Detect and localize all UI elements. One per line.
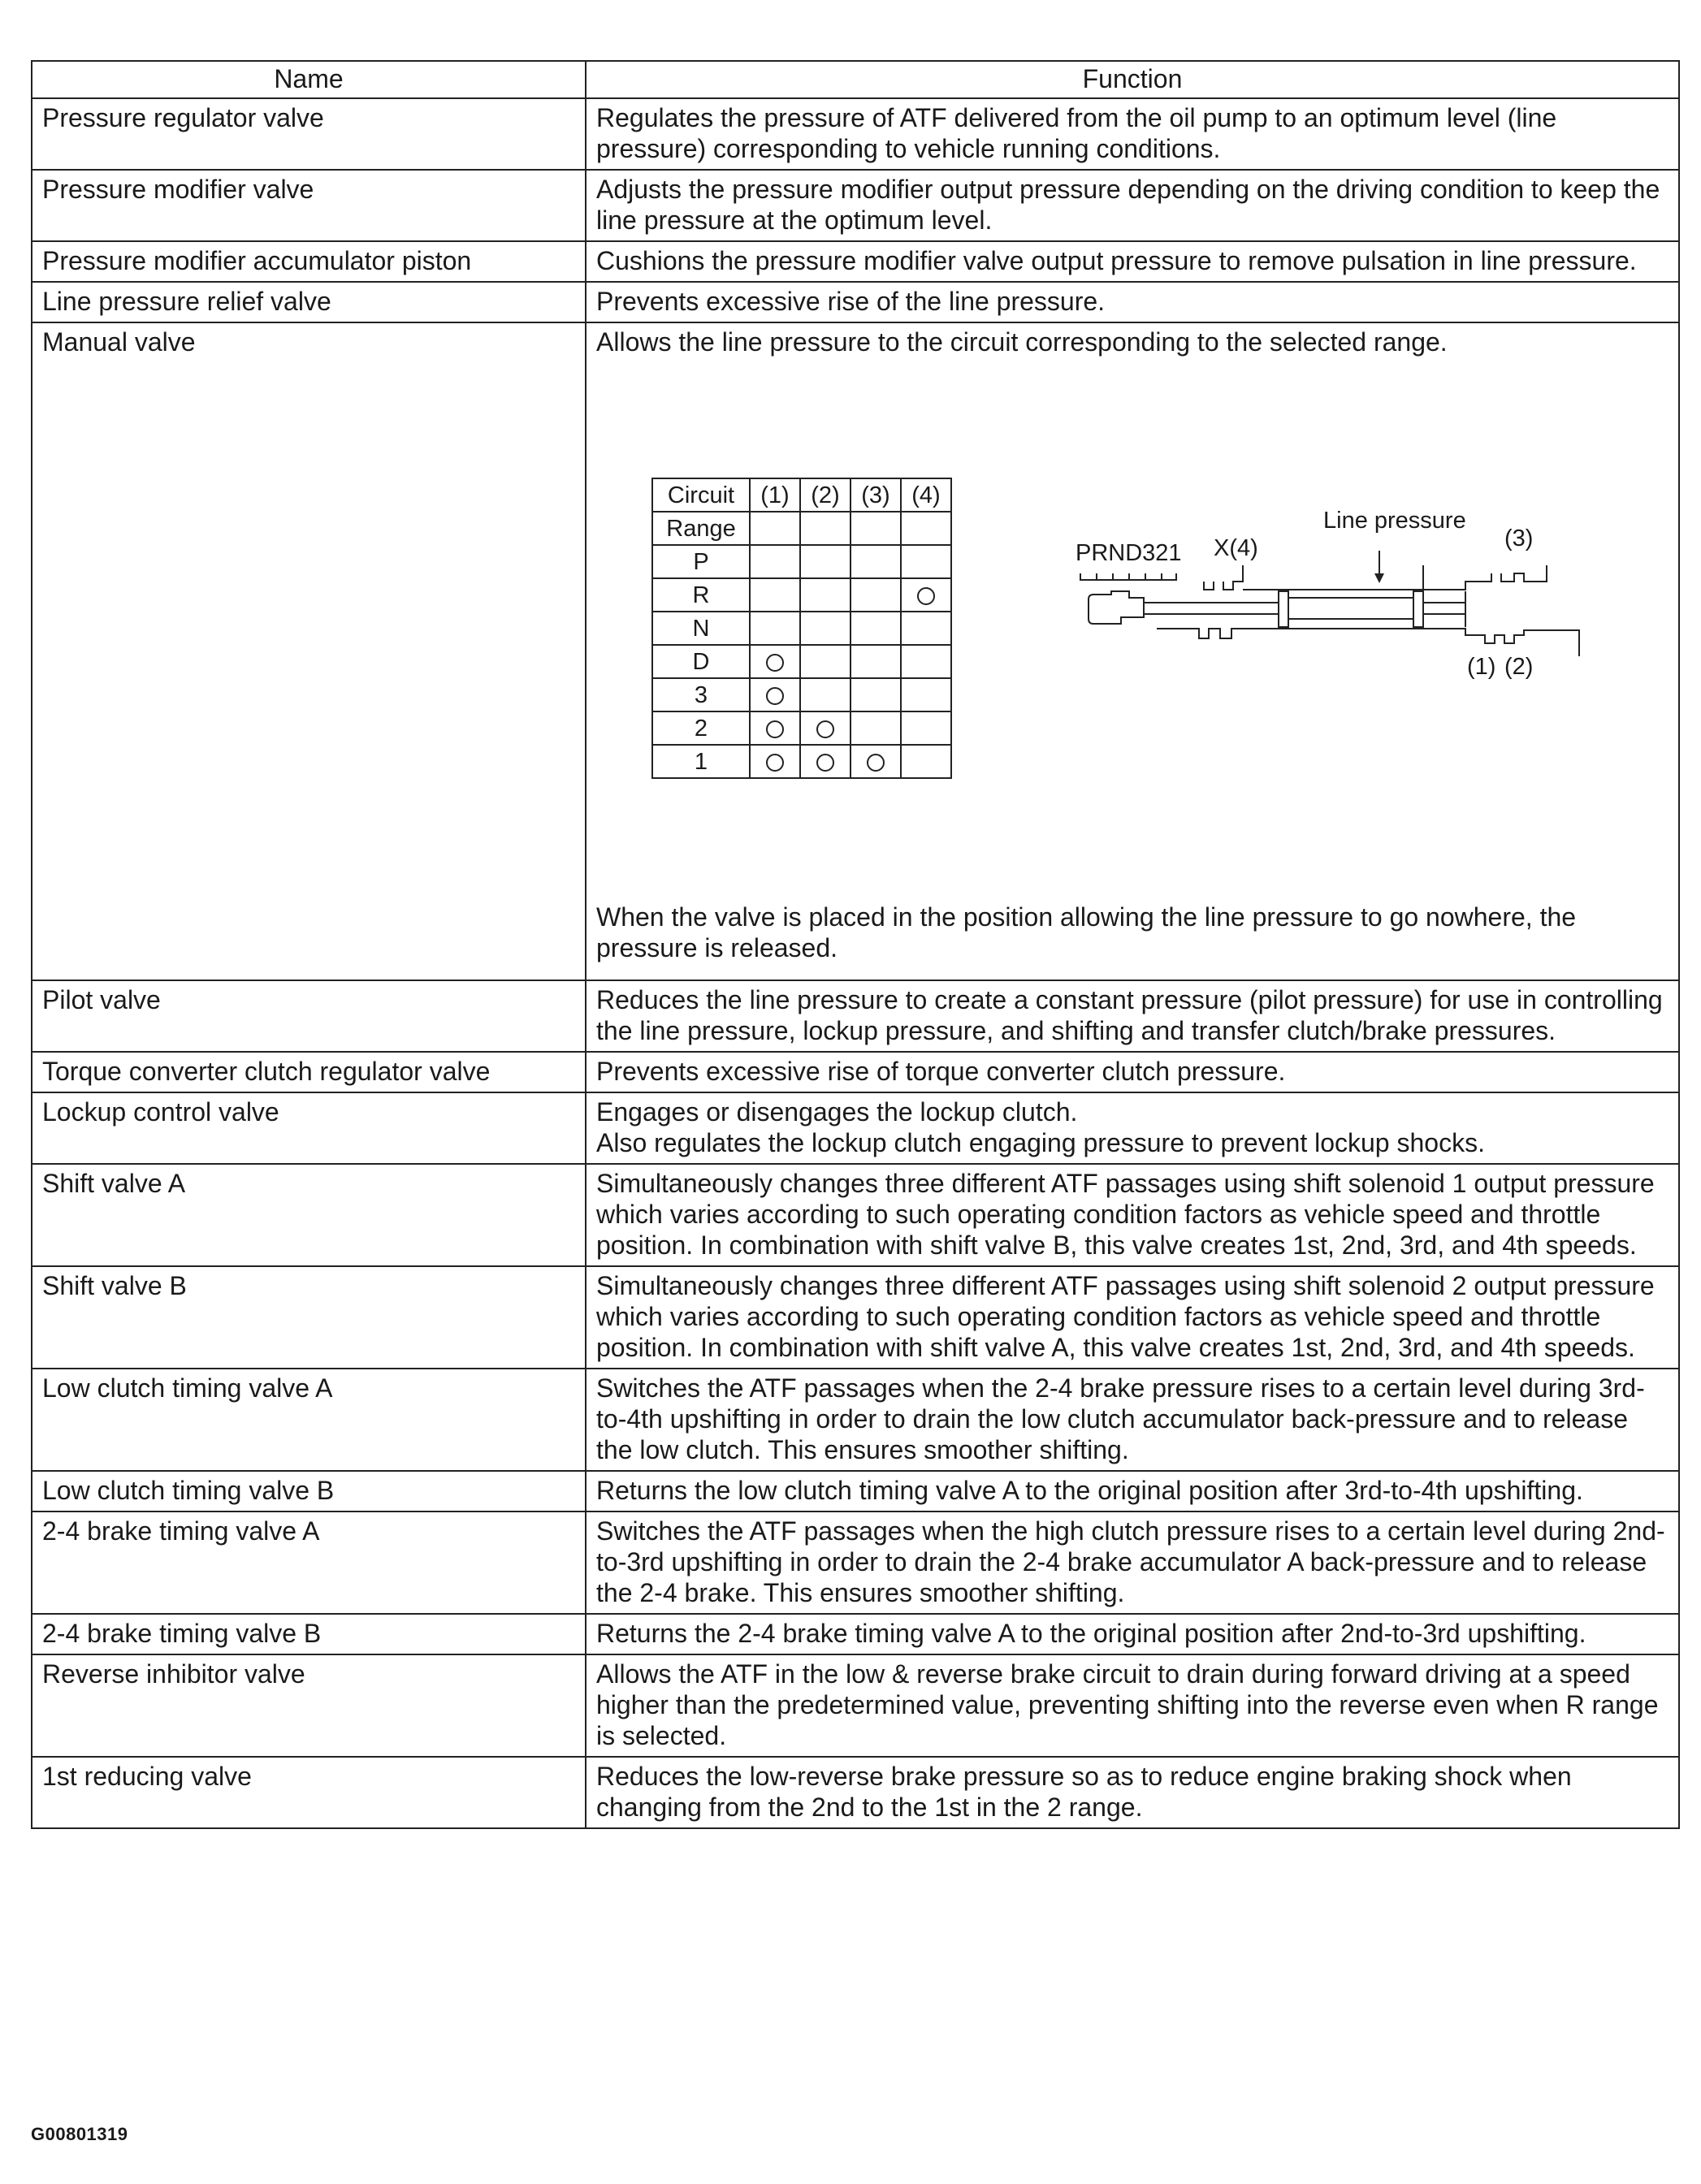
circuit-label: Circuit: [652, 478, 750, 512]
circuit-cell: [850, 612, 901, 645]
manual-valve-content: [596, 327, 1669, 975]
row-function: Simultaneously changes three different ATF passages using shift solenoid 2 output pressure which varies according to such operating condition factors as vehicle speed and throttle position. In combination with shift valve A, this valve creates 1st, 2nd, 3rd, and 4th speeds.: [586, 1266, 1679, 1369]
circuit-cell: [901, 745, 951, 778]
range-circuit-table: [651, 478, 952, 779]
row-function: [586, 322, 1679, 980]
row-function: Adjusts the pressure modifier output pressure depending on the driving condition to keep the line pressure at the optimum level.: [586, 170, 1679, 241]
range-row-r: [652, 578, 951, 612]
line-pressure-label: Line pressure: [1323, 508, 1466, 534]
row-name: Pilot valve: [32, 980, 586, 1052]
table-row: [32, 1266, 1679, 1369]
circuit-cell: [901, 645, 951, 678]
row-name: Low clutch timing valve B: [32, 1471, 586, 1512]
circuit-cell: [800, 578, 850, 612]
row-function: Switches the ATF passages when the high clutch pressure rises to a certain level during 2nd-to-3rd upshifting in order to drain the 2-4 brake accumulator A back-pressure and to release the 2-4 brake. This ensures smoother shifting.: [586, 1512, 1679, 1614]
table-row: [32, 980, 1679, 1052]
table-row: [32, 1164, 1679, 1266]
port-x4-label: X(4): [1214, 535, 1258, 561]
row-name: 1st reducing valve: [32, 1757, 586, 1828]
table-row: [32, 1512, 1679, 1614]
manual-valve-function: Allows the line pressure to the circuit corresponding to the selected range.: [596, 327, 1448, 357]
circuit-cell: [750, 711, 800, 745]
circuit-cell: [800, 745, 850, 778]
header-function: Function: [586, 61, 1679, 98]
row-function: Reduces the line pressure to create a constant pressure (pilot pressure) for use in controlling the line pressure, lockup pressure, and shifting and transfer clutch/brake pressures.: [586, 980, 1679, 1052]
row-function: Returns the 2-4 brake timing valve A to the original position after 2nd-to-3rd upshifting.: [586, 1614, 1679, 1654]
range-value: 2: [652, 711, 750, 745]
circuit-cell: [901, 711, 951, 745]
range-value: R: [652, 578, 750, 612]
circle-mark-icon: [867, 754, 885, 772]
row-function: [586, 1092, 1679, 1164]
circle-mark-icon: [917, 587, 935, 605]
range-table-range-row: [652, 512, 951, 545]
circuit-header: (2): [800, 478, 850, 512]
circuit-cell: [800, 612, 850, 645]
row-name: Shift valve B: [32, 1266, 586, 1369]
row-name: Pressure modifier accumulator piston: [32, 241, 586, 282]
row-function: Switches the ATF passages when the 2-4 brake pressure rises to a certain level during 3rd-to-4th upshifting in order to drain the low clutch accumulator back-pressure and to release the low clutch. This ensures smoother shifting.: [586, 1369, 1679, 1471]
range-value: 3: [652, 678, 750, 711]
circuit-cell: [901, 545, 951, 578]
table-row: [32, 1369, 1679, 1471]
range-row-d: [652, 645, 951, 678]
circuit-cell: [750, 612, 800, 645]
circle-mark-icon: [766, 687, 784, 705]
document-id: G00801319: [31, 2124, 128, 2144]
range-label: Range: [652, 512, 750, 545]
row-function: Prevents excessive rise of the line pressure.: [586, 282, 1679, 322]
circuit-header: (3): [850, 478, 901, 512]
circuit-cell: [800, 678, 850, 711]
circuit-cell: [850, 578, 901, 612]
row-function: Simultaneously changes three different ATF passages using shift solenoid 1 output pressure which varies according to such operating condition factors as vehicle speed and throttle position. In combination with shift valve B, this valve creates 1st, 2nd, 3rd, and 4th speeds.: [586, 1164, 1679, 1266]
circuit-header: (4): [901, 478, 951, 512]
port-1-label: (1): [1467, 654, 1496, 680]
row-function: Regulates the pressure of ATF delivered from the oil pump to an optimum level (line pressure) corresponding to vehicle running conditions.: [586, 98, 1679, 170]
circuit-cell: [750, 578, 800, 612]
circuit-cell: [800, 545, 850, 578]
range-row-2: [652, 711, 951, 745]
circuit-cell: [850, 745, 901, 778]
table-row: [32, 98, 1679, 170]
table-row: [32, 1614, 1679, 1654]
circle-mark-icon: [816, 720, 834, 738]
row-function: Prevents excessive rise of torque converter clutch pressure.: [586, 1052, 1679, 1092]
manual-valve-note: When the valve is placed in the position allowing the line pressure to go nowhere, the pressure is released.: [596, 902, 1577, 962]
range-row-n: [652, 612, 951, 645]
row-name: Torque converter clutch regulator valve: [32, 1052, 586, 1092]
range-value: D: [652, 645, 750, 678]
circle-mark-icon: [766, 654, 784, 672]
circuit-cell: [850, 711, 901, 745]
circuit-cell: [800, 645, 850, 678]
row-name: Shift valve A: [32, 1164, 586, 1266]
circuit-header: (1): [750, 478, 800, 512]
circuit-cell: [901, 612, 951, 645]
range-row-p: [652, 545, 951, 578]
row-name: Reverse inhibitor valve: [32, 1654, 586, 1757]
row-name: 2-4 brake timing valve B: [32, 1614, 586, 1654]
row-name: Lockup control valve: [32, 1092, 586, 1164]
table-row: [32, 241, 1679, 282]
row-function: Cushions the pressure modifier valve output pressure to remove pulsation in line pressure.: [586, 241, 1679, 282]
row-function: Returns the low clutch timing valve A to the original position after 3rd-to-4th upshifting.: [586, 1471, 1679, 1512]
table-row: [32, 1092, 1679, 1164]
circuit-cell: [800, 711, 850, 745]
row-name: Pressure modifier valve: [32, 170, 586, 241]
row-name: 2-4 brake timing valve A: [32, 1512, 586, 1614]
row-function-line: Also regulates the lockup clutch engaging pressure to prevent lockup shocks.: [596, 1128, 1485, 1157]
row-function: Allows the ATF in the low & reverse brake circuit to drain during forward driving at a speed higher than the predetermined value, preventing shifting into the reverse even when R range is selected.: [586, 1654, 1679, 1757]
range-table-circuit-row: [652, 478, 951, 512]
header-name: Name: [32, 61, 586, 98]
table-row: [32, 1471, 1679, 1512]
circuit-cell: [750, 645, 800, 678]
circuit-cell: [750, 545, 800, 578]
table-row-manual-valve: [32, 322, 1679, 980]
table-row: [32, 282, 1679, 322]
row-name: Low clutch timing valve A: [32, 1369, 586, 1471]
table-row: [32, 1757, 1679, 1828]
circle-mark-icon: [766, 720, 784, 738]
circuit-cell: [850, 678, 901, 711]
circuit-cell: [750, 678, 800, 711]
circuit-cell: [850, 545, 901, 578]
range-row-3: [652, 678, 951, 711]
circuit-cell: [901, 578, 951, 612]
table-row: [32, 170, 1679, 241]
circle-mark-icon: [816, 754, 834, 772]
range-row-1: [652, 745, 951, 778]
circuit-cell: [850, 645, 901, 678]
manual-valve-diagram: [1076, 497, 1595, 692]
port-2-label: (2): [1504, 654, 1534, 680]
positions-label: PRND321: [1076, 540, 1182, 566]
table-header-row: [32, 61, 1679, 98]
row-name: Manual valve: [32, 322, 586, 980]
table-row: [32, 1052, 1679, 1092]
range-value: P: [652, 545, 750, 578]
range-value: 1: [652, 745, 750, 778]
circuit-cell: [901, 678, 951, 711]
circuit-cell: [750, 745, 800, 778]
row-function-line: Engages or disengages the lockup clutch.: [596, 1097, 1078, 1127]
port-3-label: (3): [1504, 525, 1534, 551]
range-value: N: [652, 612, 750, 645]
row-name: Line pressure relief valve: [32, 282, 586, 322]
circle-mark-icon: [766, 754, 784, 772]
row-function: Reduces the low-reverse brake pressure so as to reduce engine braking shock when changing from the 2nd to the 1st in the 2 range.: [586, 1757, 1679, 1828]
table-row: [32, 1654, 1679, 1757]
row-name: Pressure regulator valve: [32, 98, 586, 170]
valve-function-table: [31, 60, 1680, 1829]
